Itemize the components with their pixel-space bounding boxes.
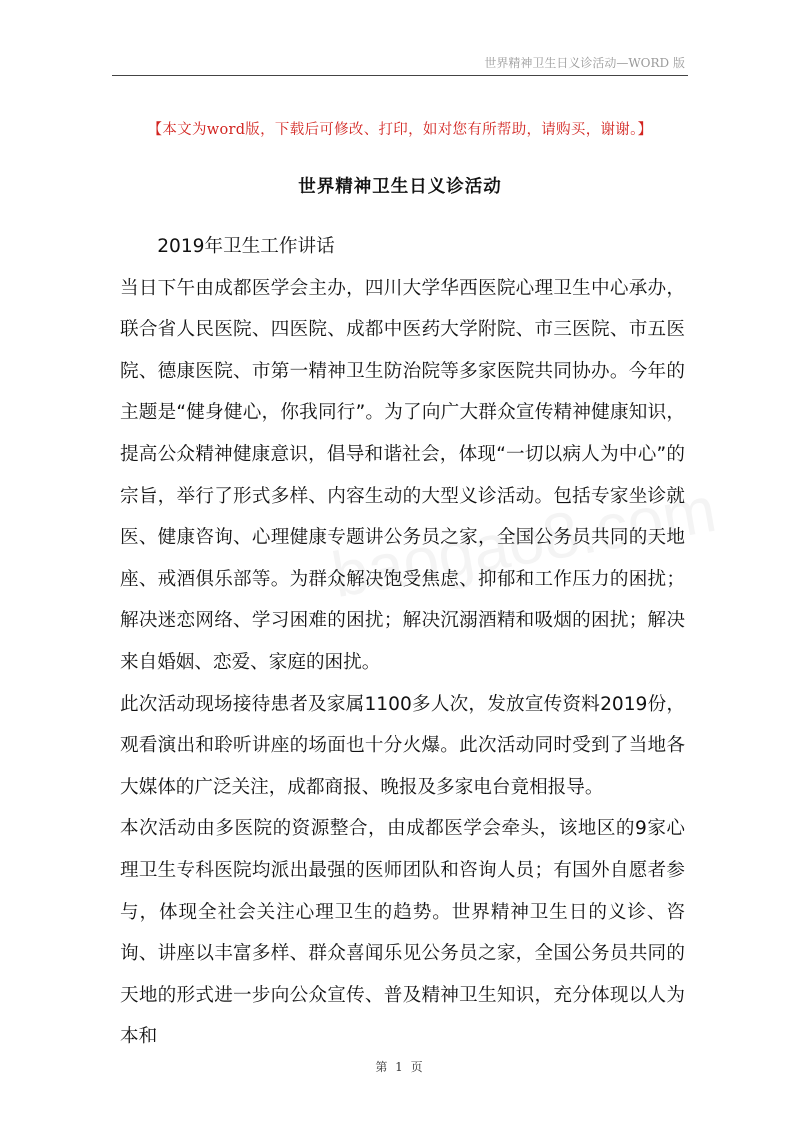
- paragraph-subtitle: 2019年卫生工作讲话: [157, 236, 335, 257]
- header-divider: [112, 75, 688, 76]
- document-body: [120, 226, 685, 1058]
- paragraph: 此次活动现场接待患者及家属1100多人次，发放宣传资料2019份，观看演出和聆听讲座的场面也十分火爆。此次活动同时受到了当地各大媒体的广泛关注，成都商报、晚报及多家电台竟相报导。: [120, 693, 685, 798]
- purchase-notice: 【本文为word版，下载后可修改、打印，如对您有所帮助，请购买，谢谢。】: [147, 122, 653, 138]
- paragraph: 当日下午由成都医学会主办，四川大学华西医院心理卫生中心承办，联合省人民医院、四医院、成都中医药大学附院、市三医院、市五医院、德康医院、市第一精神卫生防治院等多家医院共同协办。今年的主题是“健身健心，你我同行”。为了向广大群众宣传精神健康知识，提高公众精神健康意识，倡导和谐社会，体现“一切以病人为中心”的宗旨，举行了形式多样、内容生动的大型义诊活动。包括专家坐诊就医、健康咨询、心理健康专题讲公务员之家，全国公务员共同的天地座、戒酒俱乐部等。为群众解决饱受焦虑、抑郁和工作压力的困扰；解决迷恋网络、学习困难的困扰；解决沉溺酒精和吸烟的困扰；解决来自婚姻、恋爱、家庭的困扰。: [120, 277, 685, 673]
- running-header: 世界精神卫生日义诊活动—WORD 版: [484, 56, 685, 70]
- page-number: 第 1 页: [375, 1060, 425, 1074]
- document-title: 世界精神卫生日义诊活动: [298, 177, 502, 197]
- paragraph: 本次活动由多医院的资源整合，由成都医学会牵头，该地区的9家心理卫生专科医院均派出最强的医师团队和咨询人员；有国外自愿者参与，体现全社会关注心理卫生的趋势。世界精神卫生日的义诊、咨询、讲座以丰富多样、群众喜闻乐见公务员之家，全国公务员共同的天地的形式进一步向公众宣传、普及精神卫生知识，充分体现以人为本和: [120, 818, 685, 1048]
